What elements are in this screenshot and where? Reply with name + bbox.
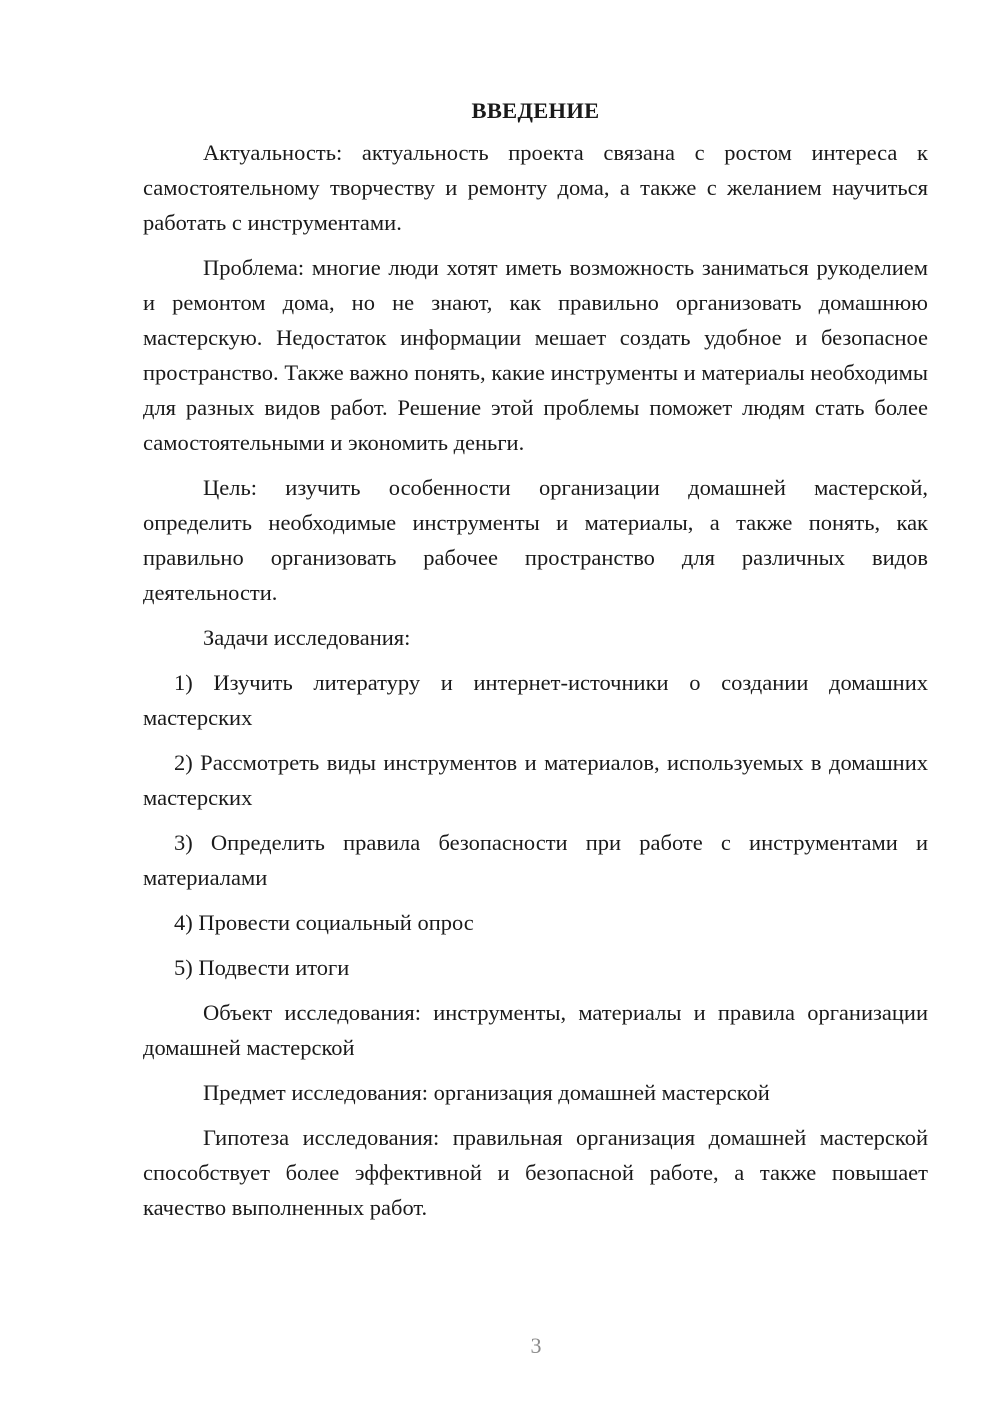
problem-paragraph: Проблема: многие люди хотят иметь возможность заниматься рукоделием и ремонтом дома, но не знают, как правильно организовать домашнюю мастерскую. Недостаток информации мешает создать удобное и безопасное пространство. Также важно понять, какие инструменты и материалы необходимы для разных видов работ. Решение этой проблемы поможет людям стать более самостоятельными и экономить деньги. bbox=[143, 255, 928, 455]
page-number: 3 bbox=[530, 1333, 542, 1358]
task-item-1: 1) Изучить литературу и интернет-источники о создании домашних мастерских bbox=[143, 670, 928, 730]
section-title: ВВЕДЕНИЕ bbox=[471, 98, 600, 123]
tasks-heading: Задачи исследования: bbox=[203, 625, 411, 650]
task-item-3: 3) Определить правила безопасности при работе с инструментами и материалами bbox=[143, 830, 928, 890]
task-item-4: 4) Провести социальный опрос bbox=[174, 910, 474, 935]
task-item-2: 2) Рассмотреть виды инструментов и материалов, используемых в домашних мастерских bbox=[143, 750, 928, 810]
page-content bbox=[143, 95, 928, 1235]
hypothesis-paragraph: Гипотеза исследования: правильная организация домашней мастерской способствует более эффективной и безопасной работе, а также повышает качество выполненных работ. bbox=[143, 1125, 928, 1220]
relevance-paragraph: Актуальность: актуальность проекта связана с ростом интереса к самостоятельному творчеству и ремонту дома, а также с желанием научиться работать с инструментами. bbox=[143, 140, 928, 235]
task-item-5: 5) Подвести итоги bbox=[174, 955, 350, 980]
object-paragraph: Объект исследования: инструменты, материалы и правила организации домашней мастерской bbox=[143, 1000, 928, 1060]
goal-paragraph: Цель: изучить особенности организации домашней мастерской, определить необходимые инструменты и материалы, а также понять, как правильно организовать рабочее пространство для различных видов деятельности. bbox=[143, 475, 928, 605]
subject-paragraph: Предмет исследования: организация домашней мастерской bbox=[203, 1080, 770, 1105]
